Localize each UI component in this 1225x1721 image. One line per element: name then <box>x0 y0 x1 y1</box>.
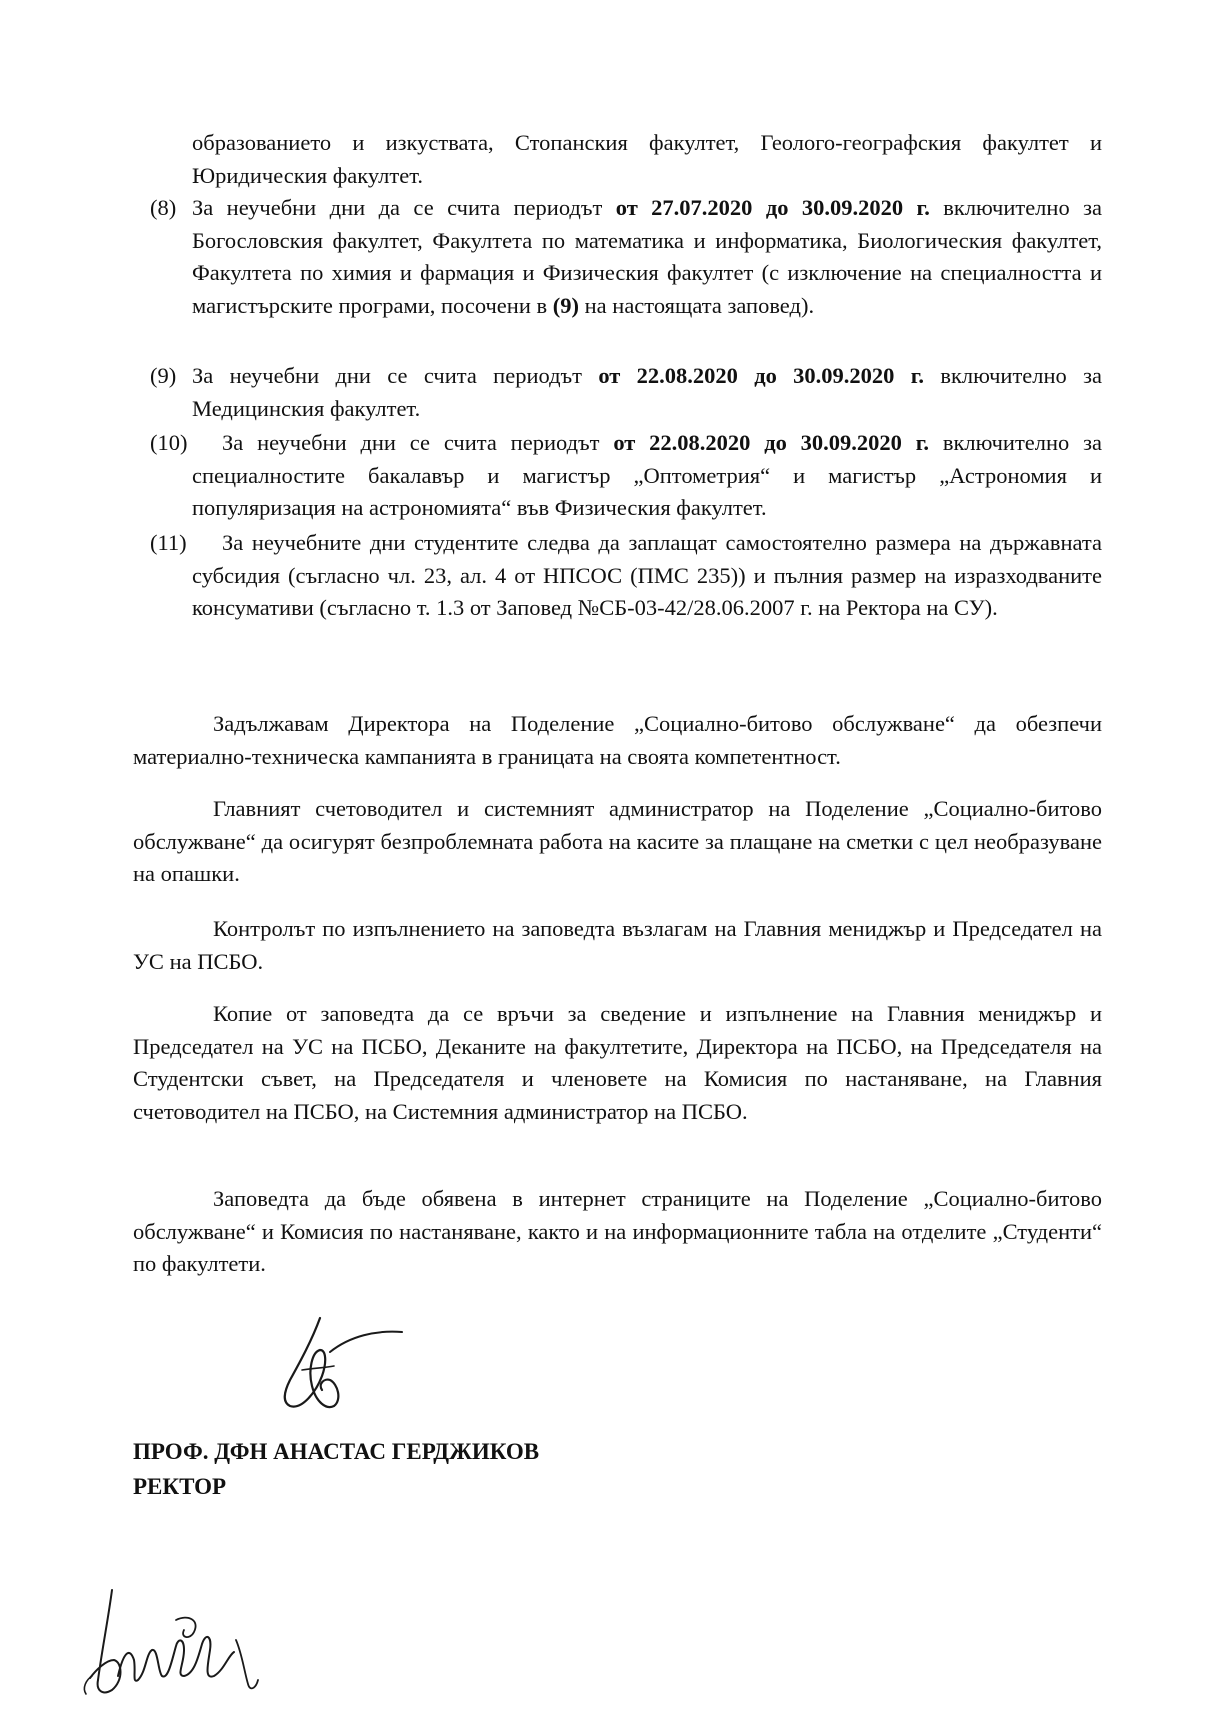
item-text-part: на настоящата заповед). <box>579 292 815 318</box>
paragraph-control: Контролът по изпълнението на заповедта възлагам на Главния мениджър и Председател на УС на ПСБО. <box>133 916 1102 974</box>
item-text <box>192 192 1102 322</box>
list-item-9 <box>150 360 1102 425</box>
list-item-8 <box>150 192 1102 322</box>
list-item-11 <box>150 527 1102 625</box>
item-reference: (9) <box>552 292 579 318</box>
item-text-part: За неучебни дни се счита периодът <box>222 430 614 455</box>
signer-block <box>133 1434 539 1504</box>
item-number: (11) <box>150 530 187 555</box>
item-number: (10) <box>150 430 188 455</box>
item-number: (8) <box>150 195 177 220</box>
initials-signature <box>72 1580 262 1700</box>
item-text-part: включително за специалностите бакалавър и магистър „Оптометрия“ и магистър „Астрономия и популяризация на астрономията“ във Физическия факултет. <box>192 430 1102 520</box>
item-number: (9) <box>150 363 177 388</box>
list-item-10 <box>150 427 1102 525</box>
item-text <box>192 527 1102 625</box>
rector-signature <box>272 1310 412 1420</box>
item-text-part: включително за Медицинския факултет. <box>192 363 1102 421</box>
paragraph-publication: Заповедта да бъде обявена в интернет страниците на Поделение „Социално-битово обслужване“ и Комисия по настаняване, както и на информационните табла на отделите „Студенти“ по факултети. <box>133 1186 1102 1276</box>
paragraph-obligation: Задължавам Директора на Поделение „Социално-битово обслужване“ да обезпечи материално-техническа кампанията в границата на своята компетентност. <box>133 711 1102 769</box>
item-text-part: За неучебни дни се счита периодът <box>192 363 599 388</box>
intro-continuation: образованието и изкуствата, Стопанския факултет, Геолого-географския факултет и Юридическия факултет. <box>192 130 1102 188</box>
signer-title: РЕКТОР <box>133 1474 227 1499</box>
item-date-range: от 27.07.2020 до 30.09.2020 г. <box>615 195 930 220</box>
item-date-range: от 22.08.2020 до 30.09.2020 г. <box>598 363 925 388</box>
item-text-part: включително за Богословския факултет, Факултета по математика и информатика, Биологическия факултет, Факултета по химия и фармация и Физическия факултет (с изключение на специалността и магистърските програми, посочени в <box>192 195 1102 318</box>
paragraph-copy: Копие от заповедта да се връчи за сведение и изпълнение на Главния мениджър и Председател на УС на ПСБО, Деканите на факултетите, Директора на ПСБО, на Председателя на Студентски съвет, на Председателя и членовете на Комисия по настаняване, на Главния счетоводител на ПСБО, на Системния администратор на ПСБО. <box>133 1001 1102 1124</box>
paragraph-accountant: Главният счетоводител и системният администратор на Поделение „Социално-битово обслужване“ да осигурят безпроблемната работа на касите за плащане на сметки с цел необразуване на опашки. <box>133 796 1102 886</box>
item-text-part: За неучебни дни да се счита периодът <box>192 195 616 220</box>
item-text <box>192 360 1102 425</box>
item-text-part: За неучебните дни студентите следва да заплащат самостоятелно размера на държавната субсидия (съгласно чл. 23, ал. 4 от НПСОС (ПМС 235)) и пълния размер на изразходваните консумативи (съгласно т. 1.3 от Заповед №СБ-03-42/28.06.2007 г. на Ректора на СУ). <box>192 530 1102 620</box>
item-text <box>192 427 1102 525</box>
signer-name: ПРОФ. ДФН АНАСТАС ГЕРДЖИКОВ <box>133 1439 540 1464</box>
item-date-range: от 22.08.2020 до 30.09.2020 г. <box>613 430 930 455</box>
